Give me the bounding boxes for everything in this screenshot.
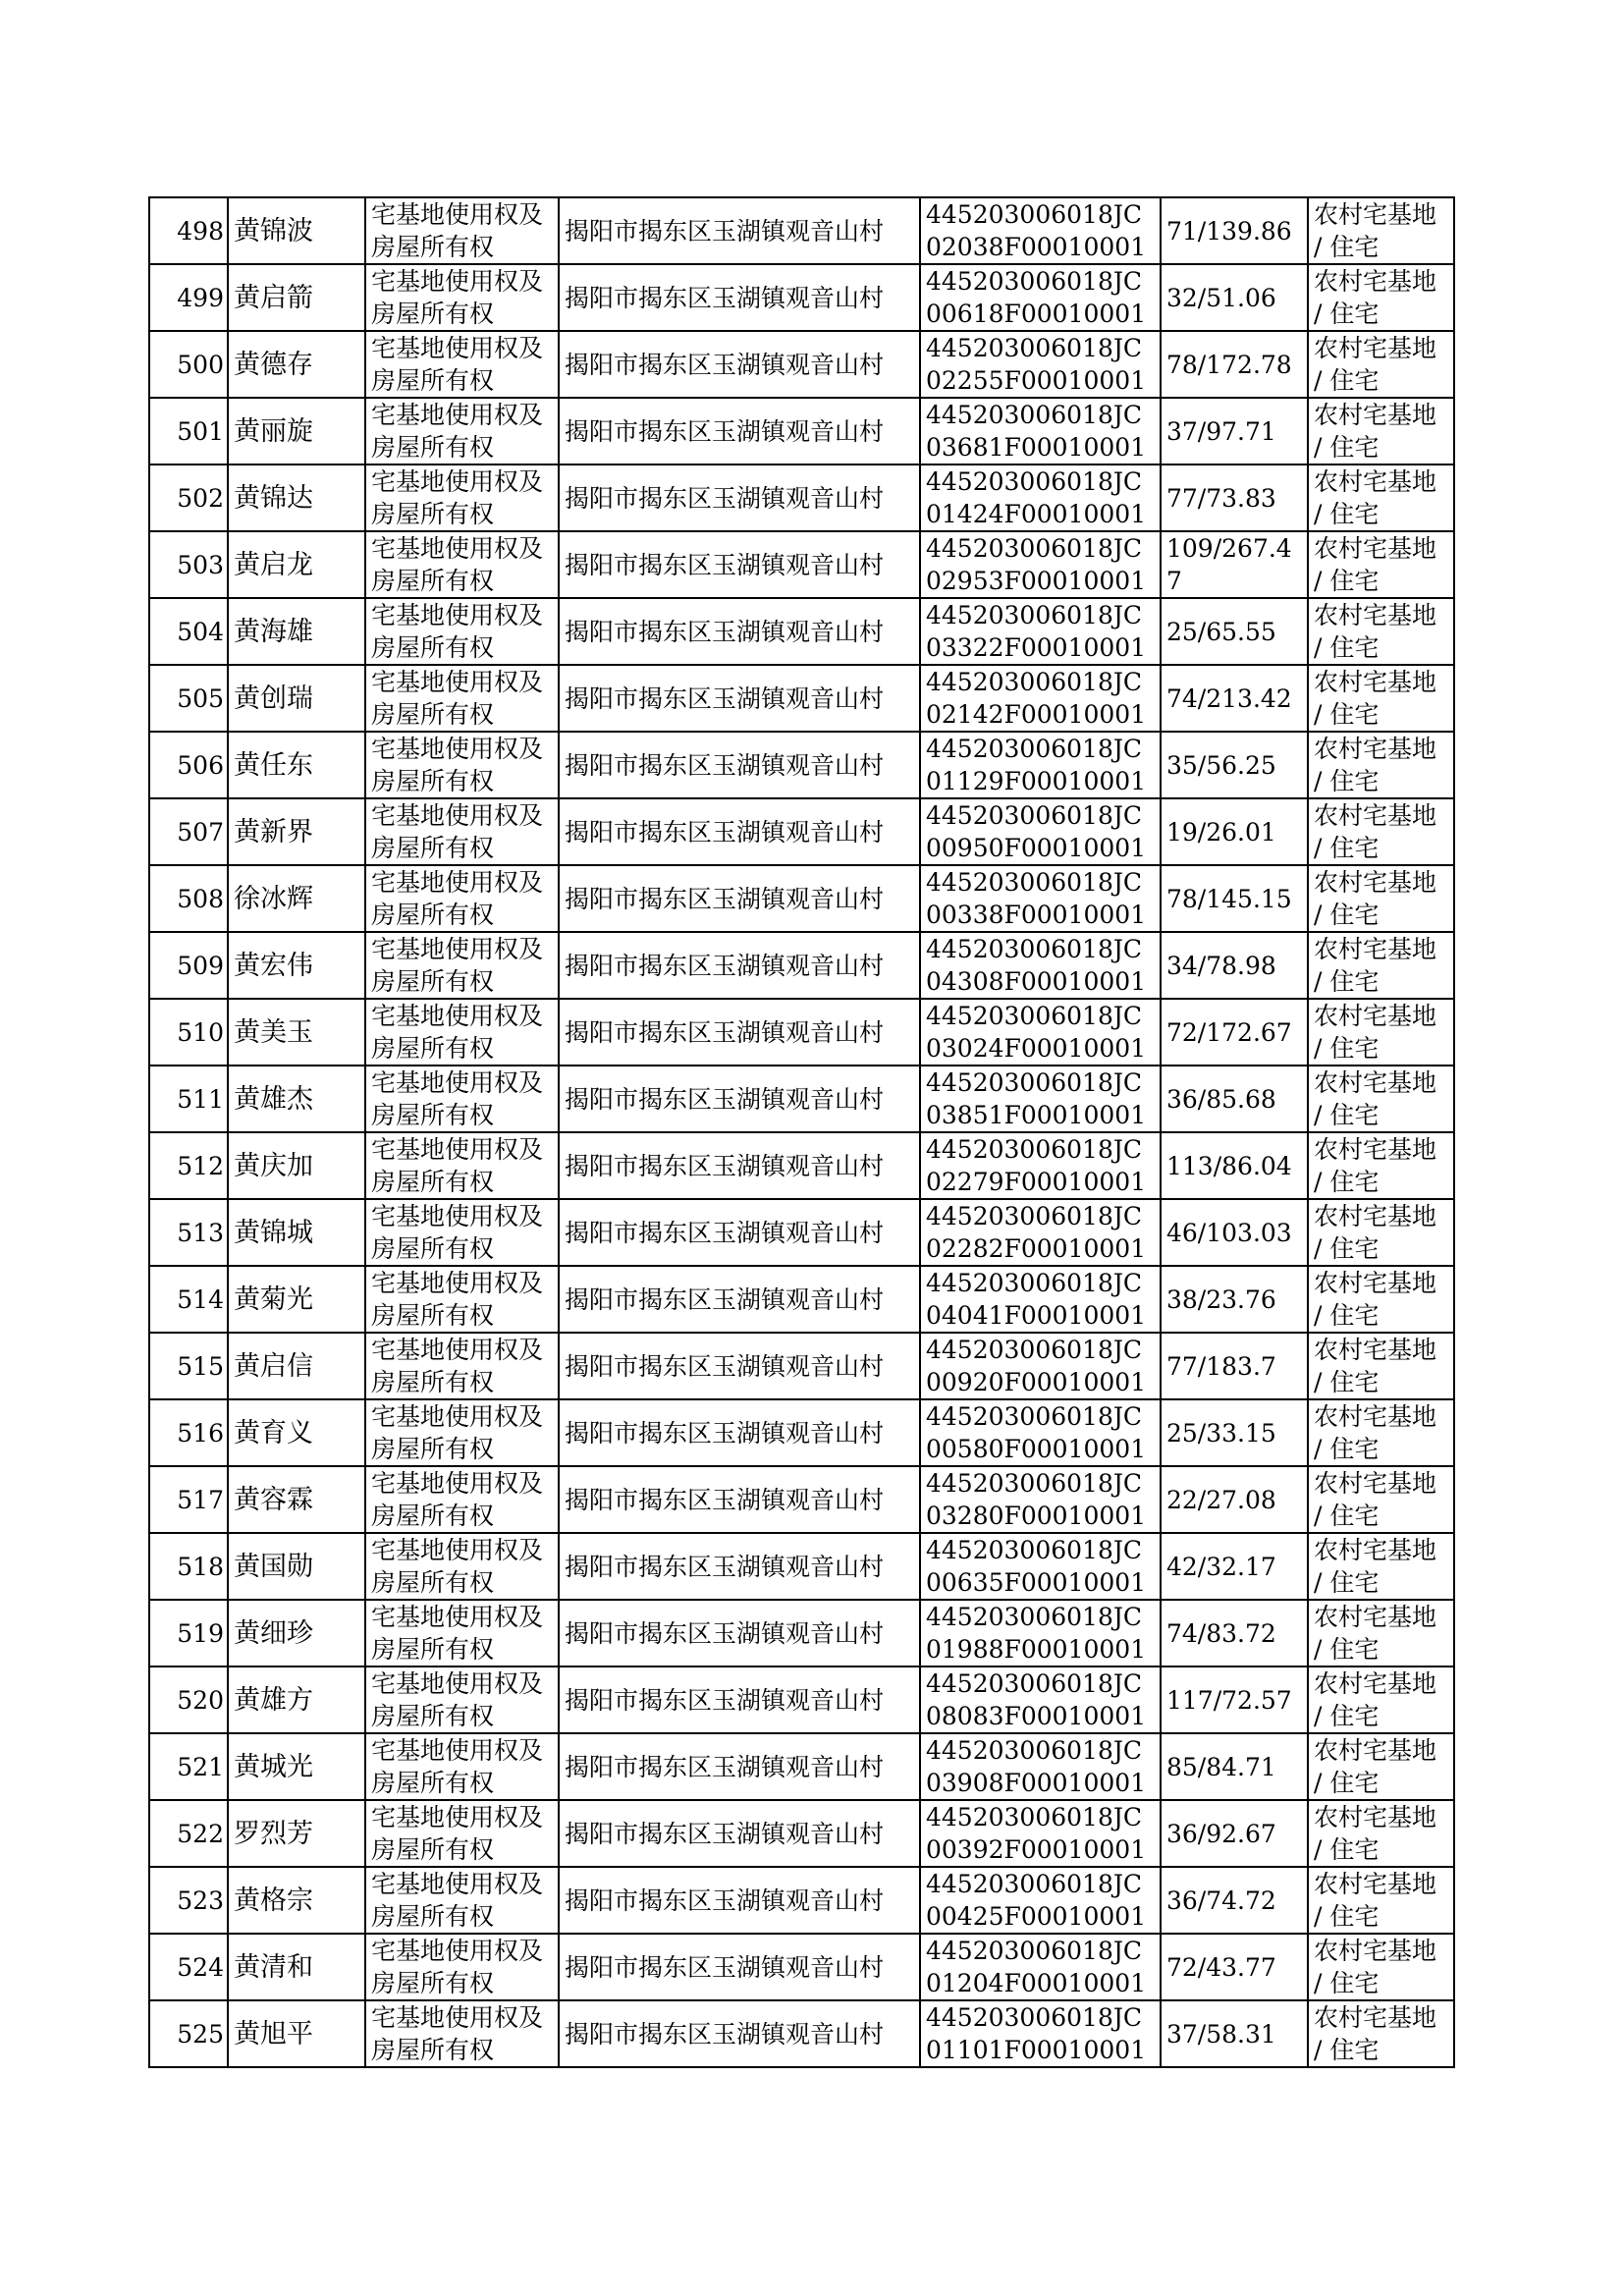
row-number-cell: 525 (149, 2000, 228, 2067)
owner-name-cell: 黄丽旋 (228, 398, 365, 464)
unit-code-cell: 445203006018JC00392F00010001 (920, 1800, 1161, 1867)
usage-cell: 农村宅基地 / 住宅 (1308, 598, 1454, 665)
row-number-cell: 509 (149, 932, 228, 999)
usage-cell: 农村宅基地 / 住宅 (1308, 2000, 1454, 2067)
area-cell: 72/172.67 (1161, 999, 1308, 1066)
area-cell: 46/103.03 (1161, 1199, 1308, 1266)
usage-cell: 农村宅基地 / 住宅 (1308, 1466, 1454, 1533)
owner-name-cell: 黄美玉 (228, 999, 365, 1066)
area-cell: 38/23.76 (1161, 1266, 1308, 1333)
row-number-cell: 521 (149, 1733, 228, 1800)
row-number-cell: 498 (149, 197, 228, 264)
table-row (149, 531, 1454, 598)
usage-cell: 农村宅基地 / 住宅 (1308, 398, 1454, 464)
area-cell: 78/172.78 (1161, 331, 1308, 398)
address-cell: 揭阳市揭东区玉湖镇观音山村 (559, 1800, 920, 1867)
owner-name-cell: 黄锦城 (228, 1199, 365, 1266)
area-cell: 37/58.31 (1161, 2000, 1308, 2067)
unit-code-cell: 445203006018JC02038F00010001 (920, 197, 1161, 264)
area-cell: 42/32.17 (1161, 1533, 1308, 1600)
usage-cell: 农村宅基地 / 住宅 (1308, 1533, 1454, 1600)
area-cell: 25/33.15 (1161, 1399, 1308, 1466)
unit-code-cell: 445203006018JC03851F00010001 (920, 1066, 1161, 1132)
unit-code-cell: 445203006018JC01204F00010001 (920, 1934, 1161, 2000)
table-row (149, 1132, 1454, 1199)
usage-cell: 农村宅基地 / 住宅 (1308, 1266, 1454, 1333)
row-number-cell: 505 (149, 665, 228, 732)
owner-name-cell: 徐冰辉 (228, 865, 365, 932)
unit-code-cell: 445203006018JC03024F00010001 (920, 999, 1161, 1066)
area-cell: 32/51.06 (1161, 264, 1308, 331)
usage-cell: 农村宅基地 / 住宅 (1308, 1667, 1454, 1733)
right-type-cell: 宅基地使用权及房屋所有权 (365, 732, 559, 798)
owner-name-cell: 黄创瑞 (228, 665, 365, 732)
row-number-cell: 499 (149, 264, 228, 331)
usage-cell: 农村宅基地 / 住宅 (1308, 1934, 1454, 2000)
address-cell: 揭阳市揭东区玉湖镇观音山村 (559, 1066, 920, 1132)
unit-code-cell: 445203006018JC01129F00010001 (920, 732, 1161, 798)
table-row (149, 2000, 1454, 2067)
address-cell: 揭阳市揭东区玉湖镇观音山村 (559, 1266, 920, 1333)
row-number-cell: 515 (149, 1333, 228, 1399)
address-cell: 揭阳市揭东区玉湖镇观音山村 (559, 331, 920, 398)
address-cell: 揭阳市揭东区玉湖镇观音山村 (559, 932, 920, 999)
table-row (149, 197, 1454, 264)
right-type-cell: 宅基地使用权及房屋所有权 (365, 1800, 559, 1867)
area-cell: 78/145.15 (1161, 865, 1308, 932)
owner-name-cell: 黄任东 (228, 732, 365, 798)
right-type-cell: 宅基地使用权及房屋所有权 (365, 1934, 559, 2000)
unit-code-cell: 445203006018JC03681F00010001 (920, 398, 1161, 464)
owner-name-cell: 黄宏伟 (228, 932, 365, 999)
area-cell: 72/43.77 (1161, 1934, 1308, 2000)
row-number-cell: 516 (149, 1399, 228, 1466)
table-row (149, 331, 1454, 398)
area-cell: 34/78.98 (1161, 932, 1308, 999)
owner-name-cell: 黄细珍 (228, 1600, 365, 1667)
unit-code-cell: 445203006018JC02282F00010001 (920, 1199, 1161, 1266)
owner-name-cell: 黄旭平 (228, 2000, 365, 2067)
area-cell: 77/73.83 (1161, 464, 1308, 531)
right-type-cell: 宅基地使用权及房屋所有权 (365, 1399, 559, 1466)
owner-name-cell: 黄雄方 (228, 1667, 365, 1733)
table-row (149, 1600, 1454, 1667)
usage-cell: 农村宅基地 / 住宅 (1308, 932, 1454, 999)
unit-code-cell: 445203006018JC01101F00010001 (920, 2000, 1161, 2067)
table-row (149, 264, 1454, 331)
unit-code-cell: 445203006018JC00920F00010001 (920, 1333, 1161, 1399)
row-number-cell: 501 (149, 398, 228, 464)
row-number-cell: 520 (149, 1667, 228, 1733)
area-cell: 74/83.72 (1161, 1600, 1308, 1667)
usage-cell: 农村宅基地 / 住宅 (1308, 197, 1454, 264)
row-number-cell: 507 (149, 798, 228, 865)
right-type-cell: 宅基地使用权及房屋所有权 (365, 398, 559, 464)
unit-code-cell: 445203006018JC02142F00010001 (920, 665, 1161, 732)
table-row (149, 1867, 1454, 1934)
right-type-cell: 宅基地使用权及房屋所有权 (365, 464, 559, 531)
right-type-cell: 宅基地使用权及房屋所有权 (365, 1533, 559, 1600)
table-row (149, 865, 1454, 932)
right-type-cell: 宅基地使用权及房屋所有权 (365, 1867, 559, 1934)
table-row (149, 1066, 1454, 1132)
area-cell: 117/72.57 (1161, 1667, 1308, 1733)
owner-name-cell: 黄育义 (228, 1399, 365, 1466)
row-number-cell: 506 (149, 732, 228, 798)
usage-cell: 农村宅基地 / 住宅 (1308, 999, 1454, 1066)
table-row (149, 1199, 1454, 1266)
owner-name-cell: 黄雄杰 (228, 1066, 365, 1132)
owner-name-cell: 黄城光 (228, 1733, 365, 1800)
table-row (149, 398, 1454, 464)
right-type-cell: 宅基地使用权及房屋所有权 (365, 1333, 559, 1399)
right-type-cell: 宅基地使用权及房屋所有权 (365, 1733, 559, 1800)
unit-code-cell: 445203006018JC03280F00010001 (920, 1466, 1161, 1533)
usage-cell: 农村宅基地 / 住宅 (1308, 1867, 1454, 1934)
owner-name-cell: 黄格宗 (228, 1867, 365, 1934)
table-row (149, 1333, 1454, 1399)
owner-name-cell: 黄启信 (228, 1333, 365, 1399)
address-cell: 揭阳市揭东区玉湖镇观音山村 (559, 1533, 920, 1600)
table-row (149, 1266, 1454, 1333)
right-type-cell: 宅基地使用权及房屋所有权 (365, 1132, 559, 1199)
table-body (149, 197, 1454, 2067)
unit-code-cell: 445203006018JC04041F00010001 (920, 1266, 1161, 1333)
owner-name-cell: 黄容霖 (228, 1466, 365, 1533)
address-cell: 揭阳市揭东区玉湖镇观音山村 (559, 665, 920, 732)
table-row (149, 798, 1454, 865)
unit-code-cell: 445203006018JC08083F00010001 (920, 1667, 1161, 1733)
address-cell: 揭阳市揭东区玉湖镇观音山村 (559, 999, 920, 1066)
area-cell: 36/92.67 (1161, 1800, 1308, 1867)
area-cell: 74/213.42 (1161, 665, 1308, 732)
address-cell: 揭阳市揭东区玉湖镇观音山村 (559, 598, 920, 665)
unit-code-cell: 445203006018JC04308F00010001 (920, 932, 1161, 999)
right-type-cell: 宅基地使用权及房屋所有权 (365, 1199, 559, 1266)
address-cell: 揭阳市揭东区玉湖镇观音山村 (559, 1600, 920, 1667)
usage-cell: 农村宅基地 / 住宅 (1308, 732, 1454, 798)
area-cell: 77/183.7 (1161, 1333, 1308, 1399)
table-row (149, 732, 1454, 798)
table-row (149, 1800, 1454, 1867)
table-row (149, 665, 1454, 732)
table-row (149, 598, 1454, 665)
row-number-cell: 519 (149, 1600, 228, 1667)
usage-cell: 农村宅基地 / 住宅 (1308, 1399, 1454, 1466)
right-type-cell: 宅基地使用权及房屋所有权 (365, 932, 559, 999)
right-type-cell: 宅基地使用权及房屋所有权 (365, 264, 559, 331)
address-cell: 揭阳市揭东区玉湖镇观音山村 (559, 1333, 920, 1399)
right-type-cell: 宅基地使用权及房屋所有权 (365, 1066, 559, 1132)
right-type-cell: 宅基地使用权及房屋所有权 (365, 2000, 559, 2067)
row-number-cell: 513 (149, 1199, 228, 1266)
right-type-cell: 宅基地使用权及房屋所有权 (365, 665, 559, 732)
table-row (149, 1733, 1454, 1800)
right-type-cell: 宅基地使用权及房屋所有权 (365, 1266, 559, 1333)
area-cell: 22/27.08 (1161, 1466, 1308, 1533)
address-cell: 揭阳市揭东区玉湖镇观音山村 (559, 1733, 920, 1800)
table-row (149, 1533, 1454, 1600)
usage-cell: 农村宅基地 / 住宅 (1308, 665, 1454, 732)
address-cell: 揭阳市揭东区玉湖镇观音山村 (559, 1934, 920, 2000)
address-cell: 揭阳市揭东区玉湖镇观音山村 (559, 531, 920, 598)
usage-cell: 农村宅基地 / 住宅 (1308, 1199, 1454, 1266)
address-cell: 揭阳市揭东区玉湖镇观音山村 (559, 2000, 920, 2067)
unit-code-cell: 445203006018JC00580F00010001 (920, 1399, 1161, 1466)
area-cell: 37/97.71 (1161, 398, 1308, 464)
owner-name-cell: 黄德存 (228, 331, 365, 398)
table-row (149, 1399, 1454, 1466)
row-number-cell: 502 (149, 464, 228, 531)
usage-cell: 农村宅基地 / 住宅 (1308, 1800, 1454, 1867)
right-type-cell: 宅基地使用权及房屋所有权 (365, 865, 559, 932)
right-type-cell: 宅基地使用权及房屋所有权 (365, 1600, 559, 1667)
row-number-cell: 523 (149, 1867, 228, 1934)
row-number-cell: 504 (149, 598, 228, 665)
area-cell: 113/86.04 (1161, 1132, 1308, 1199)
right-type-cell: 宅基地使用权及房屋所有权 (365, 598, 559, 665)
owner-name-cell: 黄庆加 (228, 1132, 365, 1199)
row-number-cell: 518 (149, 1533, 228, 1600)
right-type-cell: 宅基地使用权及房屋所有权 (365, 331, 559, 398)
row-number-cell: 500 (149, 331, 228, 398)
unit-code-cell: 445203006018JC00338F00010001 (920, 865, 1161, 932)
unit-code-cell: 445203006018JC00950F00010001 (920, 798, 1161, 865)
unit-code-cell: 445203006018JC02279F00010001 (920, 1132, 1161, 1199)
right-type-cell: 宅基地使用权及房屋所有权 (365, 1466, 559, 1533)
address-cell: 揭阳市揭东区玉湖镇观音山村 (559, 464, 920, 531)
row-number-cell: 503 (149, 531, 228, 598)
owner-name-cell: 黄锦波 (228, 197, 365, 264)
row-number-cell: 524 (149, 1934, 228, 2000)
usage-cell: 农村宅基地 / 住宅 (1308, 531, 1454, 598)
usage-cell: 农村宅基地 / 住宅 (1308, 1333, 1454, 1399)
address-cell: 揭阳市揭东区玉湖镇观音山村 (559, 798, 920, 865)
owner-name-cell: 黄菊光 (228, 1266, 365, 1333)
usage-cell: 农村宅基地 / 住宅 (1308, 1733, 1454, 1800)
right-type-cell: 宅基地使用权及房屋所有权 (365, 999, 559, 1066)
row-number-cell: 512 (149, 1132, 228, 1199)
unit-code-cell: 445203006018JC02953F00010001 (920, 531, 1161, 598)
table-row (149, 932, 1454, 999)
owner-name-cell: 黄新界 (228, 798, 365, 865)
row-number-cell: 514 (149, 1266, 228, 1333)
address-cell: 揭阳市揭东区玉湖镇观音山村 (559, 865, 920, 932)
right-type-cell: 宅基地使用权及房屋所有权 (365, 531, 559, 598)
owner-name-cell: 黄清和 (228, 1934, 365, 2000)
table-row (149, 1466, 1454, 1533)
usage-cell: 农村宅基地 / 住宅 (1308, 264, 1454, 331)
address-cell: 揭阳市揭东区玉湖镇观音山村 (559, 1667, 920, 1733)
address-cell: 揭阳市揭东区玉湖镇观音山村 (559, 1199, 920, 1266)
unit-code-cell: 445203006018JC00425F00010001 (920, 1867, 1161, 1934)
right-type-cell: 宅基地使用权及房屋所有权 (365, 1667, 559, 1733)
table-row (149, 999, 1454, 1066)
registry-table (148, 196, 1455, 2068)
owner-name-cell: 黄启箭 (228, 264, 365, 331)
row-number-cell: 511 (149, 1066, 228, 1132)
table-row (149, 464, 1454, 531)
table-row (149, 1934, 1454, 2000)
unit-code-cell: 445203006018JC00618F00010001 (920, 264, 1161, 331)
usage-cell: 农村宅基地 / 住宅 (1308, 464, 1454, 531)
address-cell: 揭阳市揭东区玉湖镇观音山村 (559, 732, 920, 798)
usage-cell: 农村宅基地 / 住宅 (1308, 1066, 1454, 1132)
address-cell: 揭阳市揭东区玉湖镇观音山村 (559, 264, 920, 331)
unit-code-cell: 445203006018JC01424F00010001 (920, 464, 1161, 531)
area-cell: 36/74.72 (1161, 1867, 1308, 1934)
row-number-cell: 522 (149, 1800, 228, 1867)
unit-code-cell: 445203006018JC01988F00010001 (920, 1600, 1161, 1667)
owner-name-cell: 黄国勋 (228, 1533, 365, 1600)
right-type-cell: 宅基地使用权及房屋所有权 (365, 798, 559, 865)
address-cell: 揭阳市揭东区玉湖镇观音山村 (559, 1466, 920, 1533)
usage-cell: 农村宅基地 / 住宅 (1308, 798, 1454, 865)
usage-cell: 农村宅基地 / 住宅 (1308, 865, 1454, 932)
unit-code-cell: 445203006018JC02255F00010001 (920, 331, 1161, 398)
address-cell: 揭阳市揭东区玉湖镇观音山村 (559, 398, 920, 464)
row-number-cell: 508 (149, 865, 228, 932)
usage-cell: 农村宅基地 / 住宅 (1308, 1600, 1454, 1667)
area-cell: 35/56.25 (1161, 732, 1308, 798)
area-cell: 19/26.01 (1161, 798, 1308, 865)
owner-name-cell: 罗烈芳 (228, 1800, 365, 1867)
area-cell: 85/84.71 (1161, 1733, 1308, 1800)
row-number-cell: 510 (149, 999, 228, 1066)
unit-code-cell: 445203006018JC03322F00010001 (920, 598, 1161, 665)
area-cell: 36/85.68 (1161, 1066, 1308, 1132)
unit-code-cell: 445203006018JC03908F00010001 (920, 1733, 1161, 1800)
address-cell: 揭阳市揭东区玉湖镇观音山村 (559, 1132, 920, 1199)
address-cell: 揭阳市揭东区玉湖镇观音山村 (559, 197, 920, 264)
usage-cell: 农村宅基地 / 住宅 (1308, 331, 1454, 398)
table-row (149, 1667, 1454, 1733)
owner-name-cell: 黄海雄 (228, 598, 365, 665)
right-type-cell: 宅基地使用权及房屋所有权 (365, 197, 559, 264)
owner-name-cell: 黄启龙 (228, 531, 365, 598)
unit-code-cell: 445203006018JC00635F00010001 (920, 1533, 1161, 1600)
address-cell: 揭阳市揭东区玉湖镇观音山村 (559, 1867, 920, 1934)
address-cell: 揭阳市揭东区玉湖镇观音山村 (559, 1399, 920, 1466)
row-number-cell: 517 (149, 1466, 228, 1533)
area-cell: 25/65.55 (1161, 598, 1308, 665)
owner-name-cell: 黄锦达 (228, 464, 365, 531)
area-cell: 109/267.47 (1161, 531, 1308, 598)
usage-cell: 农村宅基地 / 住宅 (1308, 1132, 1454, 1199)
area-cell: 71/139.86 (1161, 197, 1308, 264)
